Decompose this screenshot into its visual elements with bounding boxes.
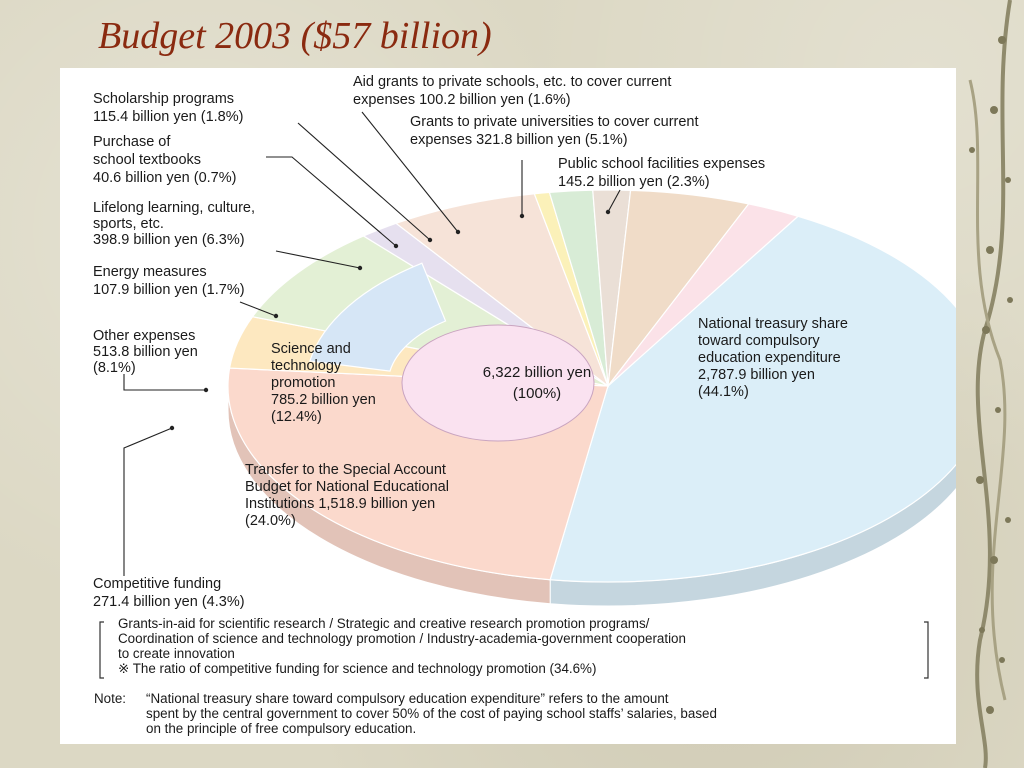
branch-decoration <box>950 0 1024 768</box>
competitive-leader-dot <box>170 426 174 430</box>
label-lifelong-line-1: Lifelong learning, culture, <box>93 200 256 216</box>
label-textbooks-line-1: Purchase of <box>93 134 171 150</box>
grants_univ-leader-dot <box>520 214 524 218</box>
center-total: 6,322 billion yen <box>482 364 592 381</box>
center-percent: (100%) <box>512 385 562 402</box>
note-block <box>94 691 717 736</box>
label-national-line-1: National treasury share <box>698 316 848 332</box>
competitive-leader <box>124 428 172 576</box>
label-national-line-3: education expenditure <box>698 350 841 366</box>
label-national-line-5: (44.1%) <box>698 384 749 400</box>
label-science-line-4: 785.2 billion yen <box>271 392 376 408</box>
note-line-2: spent by the central government to cover 50% of the cost of paying school staffs’ salaries, based <box>146 706 717 721</box>
label-transfer-line-2: Budget for National Educational <box>245 479 449 495</box>
label-competitive-line-1: Competitive funding <box>93 576 222 592</box>
label-other-line-1: Other expenses <box>93 328 196 344</box>
label-facilities-line-2: 145.2 billion yen (2.3%) <box>558 174 710 190</box>
label-science-line-2: technology <box>271 358 342 374</box>
label-competitive-line-2: 271.4 billion yen (4.3%) <box>93 594 245 610</box>
other-leader-dot <box>204 388 208 392</box>
label-other-line-3: (8.1%) <box>93 360 136 376</box>
scholarship-leader-dot <box>428 238 432 242</box>
label-textbooks-line-2: school textbooks <box>93 152 202 168</box>
label-grants-univ-line-1: Grants to private universities to cover current <box>410 114 699 130</box>
label-national-line-2: toward compulsory <box>698 333 820 349</box>
energy-leader-dot <box>274 314 278 318</box>
textbooks-leader-dot <box>394 244 398 248</box>
budget-pie-chart <box>60 68 956 744</box>
bracket-line-4: ※ The ratio of competitive funding for science and technology promotion (34.6%) <box>118 661 597 676</box>
bracket-line-3: to create innovation <box>118 646 235 661</box>
label-facilities-line-1: Public school facilities expenses <box>558 156 766 172</box>
bracket-line-1: Grants-in-aid for scientific research / Strategic and creative research promotion programs/ <box>118 616 650 631</box>
label-lifelong-line-3: 398.9 billion yen (6.3%) <box>93 232 245 248</box>
label-aid-line-1: Aid grants to private schools, etc. to cover current <box>353 74 672 90</box>
label-scholarship-line-1: Scholarship programs <box>93 91 235 107</box>
label-science-line-5: (12.4%) <box>271 409 322 425</box>
other-leader <box>124 374 206 390</box>
label-national-line-4: 2,787.9 billion yen <box>698 367 815 383</box>
note-label: Note: <box>94 691 127 706</box>
slide-title: Budget 2003 ($57 billion) <box>98 15 492 57</box>
label-scholarship-line-2: 115.4 billion yen (1.8%) <box>93 109 244 125</box>
note-line-1: “National treasury share toward compulsory education expenditure” refers to the amount <box>146 691 669 706</box>
lifelong-leader-dot <box>358 266 362 270</box>
facilities-leader-dot <box>606 210 610 214</box>
bracket-line-2: Coordination of science and technology promotion / Industry-academia-government cooperation <box>118 631 686 646</box>
label-science-line-1: Science and <box>271 341 351 357</box>
label-lifelong-line-2: sports, etc. <box>93 216 164 232</box>
center-ellipse <box>402 325 594 441</box>
label-grants-univ-line-2: expenses 321.8 billion yen (5.1%) <box>410 132 628 148</box>
aid-leader <box>362 112 458 232</box>
center-ellipse-group <box>402 325 594 441</box>
label-science-line-3: promotion <box>271 375 336 391</box>
bracket-note <box>100 616 928 678</box>
label-transfer-line-4: (24.0%) <box>245 513 296 529</box>
label-aid-line-2: expenses 100.2 billion yen (1.6%) <box>353 92 571 108</box>
label-transfer-line-3: Institutions 1,518.9 billion yen <box>245 496 436 512</box>
label-transfer-line-1: Transfer to the Special Account <box>245 462 446 478</box>
label-energy-line-2: 107.9 billion yen (1.7%) <box>93 282 245 298</box>
label-textbooks-line-3: 40.6 billion yen (0.7%) <box>93 170 237 186</box>
label-energy-line-1: Energy measures <box>93 264 207 280</box>
label-other-line-2: 513.8 billion yen <box>93 344 198 360</box>
note-line-3: on the principle of free compulsory education. <box>146 721 417 736</box>
aid-leader-dot <box>456 230 460 234</box>
